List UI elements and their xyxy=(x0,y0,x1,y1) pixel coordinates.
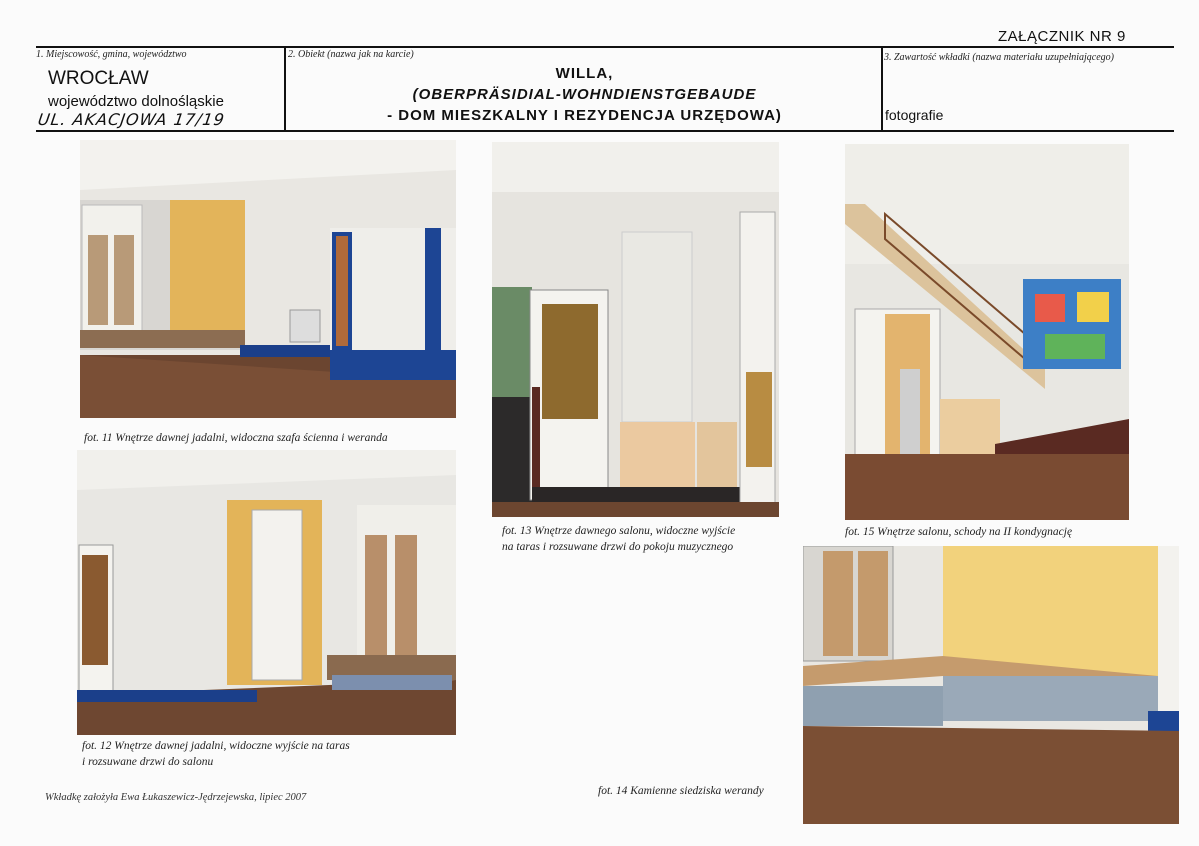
title-line-2: (OBERPRÄSIDIAL-WOHNDIENSTGEBAUDE xyxy=(412,86,757,103)
header-top-line xyxy=(36,46,1174,48)
field2-label: 2. Obiekt (nazwa jak na karcie) xyxy=(288,49,414,60)
content-value: fotografie xyxy=(885,107,944,123)
photo-12 xyxy=(77,450,456,735)
field1-label: 1. Miejscowość, gmina, województwo xyxy=(36,49,187,60)
caption-fot-11: fot. 11 Wnętrze dawnej jadalni, widoczna szafa ścienna i weranda xyxy=(84,432,388,444)
caption-fot-13 xyxy=(502,523,735,555)
photo-15 xyxy=(845,144,1129,520)
header-bottom-line xyxy=(36,130,1174,132)
street-handwritten: UL. AKACJOWA 17/19 xyxy=(36,110,227,129)
photo-11 xyxy=(80,140,456,418)
caption-fot-12-line-2: i rozsuwane drzwi do salonu xyxy=(82,756,214,768)
caption-fot-13-line-1: fot. 13 Wnętrze dawnego salonu, widoczne wyjście xyxy=(502,525,736,537)
caption-fot-13-line-2: na taras i rozsuwane drzwi do pokoju muzycznego xyxy=(502,541,734,553)
field3-label: 3. Zawartość wkładki (nazwa materiału uzupełniającego) xyxy=(884,52,1114,63)
annex-label: ZAŁĄCZNIK NR 9 xyxy=(998,28,1126,45)
caption-fot-12-line-1: fot. 12 Wnętrze dawnej jadalni, widoczne wyjście na taras xyxy=(82,740,350,752)
footer-author: Wkładkę założyła Ewa Łukaszewicz-Jędrzejewska, lipiec 2007 xyxy=(45,792,307,803)
title-line-1: WILLA, xyxy=(555,65,614,82)
region-name: województwo dolnośląskie xyxy=(48,93,224,110)
photo-13 xyxy=(492,142,779,517)
header-divider-1 xyxy=(284,46,286,132)
object-title xyxy=(287,63,882,126)
caption-fot-15: fot. 15 Wnętrze salonu, schody na II kondygnację xyxy=(845,526,1073,538)
caption-fot-12 xyxy=(82,738,350,770)
photo-14 xyxy=(803,546,1179,824)
title-line-3: - DOM MIESZKALNY I REZYDENCJA URZĘDOWA) xyxy=(387,107,782,124)
caption-fot-14: fot. 14 Kamienne siedziska werandy xyxy=(598,785,764,797)
city-name: WROCŁAW xyxy=(48,68,149,89)
